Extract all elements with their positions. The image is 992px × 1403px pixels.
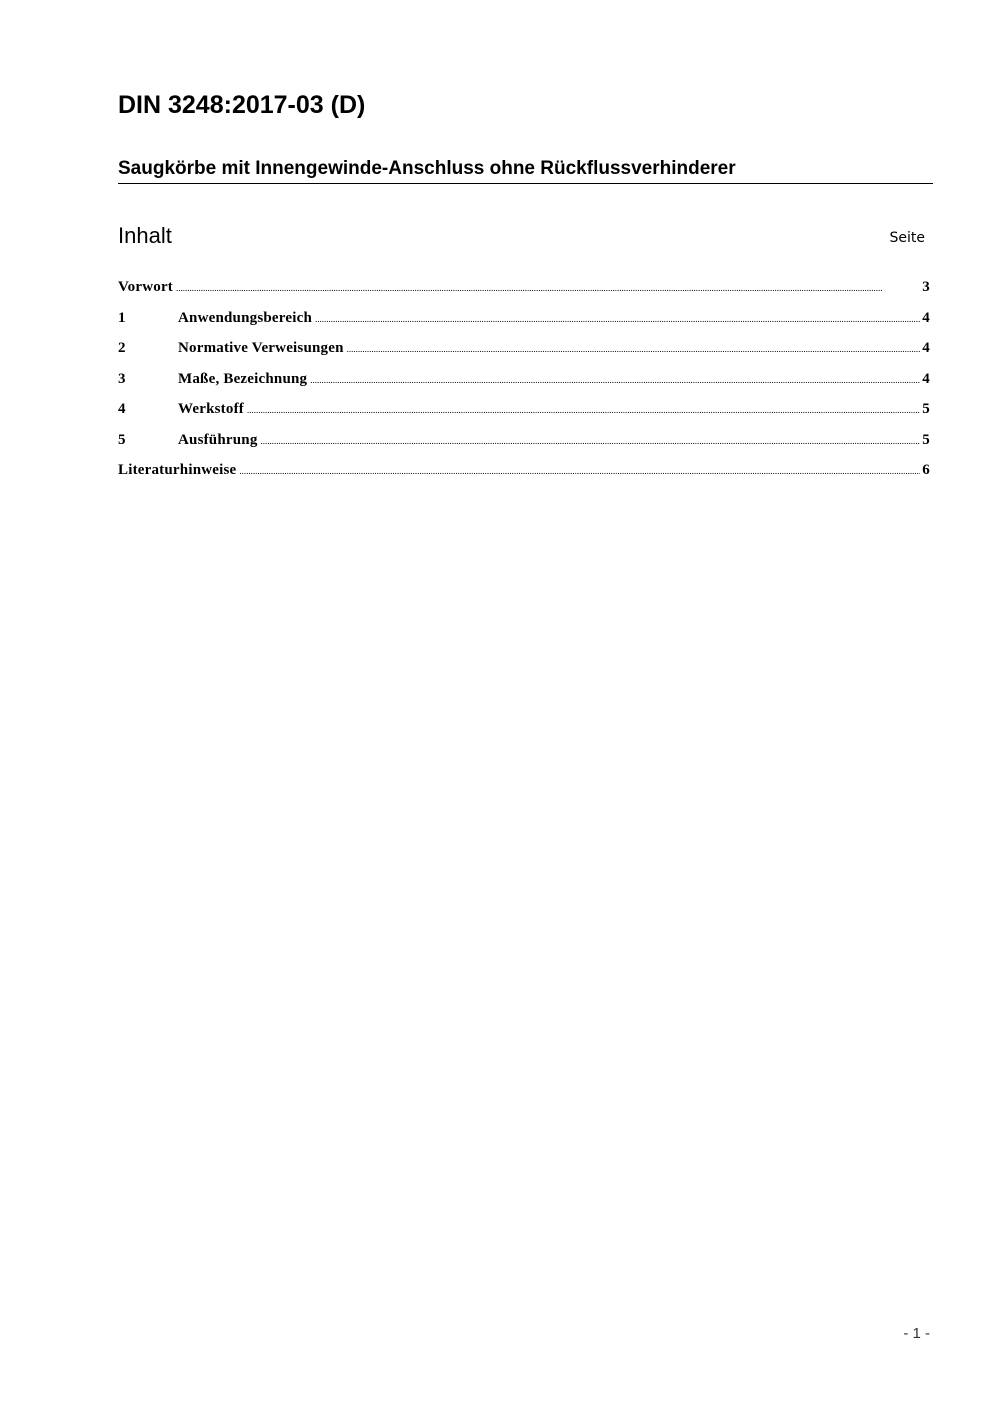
toc-entry-page: 3 (922, 279, 930, 295)
toc-entry-literaturhinweise[interactable] (118, 462, 930, 493)
toc-entry-title: Vorwort (118, 279, 173, 295)
toc-heading: Inhalt (118, 223, 172, 248)
toc-entry-number: 5 (118, 431, 126, 448)
toc-dot-leader (310, 376, 920, 385)
toc-entry-number: 1 (118, 309, 126, 326)
toc-entry-number: 4 (118, 401, 126, 417)
toc-entry-title: Normative Verweisungen (178, 340, 344, 356)
page-number: - 1 - (903, 1325, 930, 1342)
toc-entry-number: 3 (118, 370, 126, 387)
toc-page-label: Seite (889, 230, 925, 246)
toc-entry-page: 4 (922, 370, 930, 387)
toc-dot-leader (176, 284, 920, 293)
toc-dot-leader (315, 315, 920, 324)
toc-entry-page: 4 (922, 340, 930, 356)
toc-entry-title: Maße, Bezeichnung (178, 370, 308, 387)
toc-entry-title: Anwendungsbereich (178, 309, 312, 326)
toc-entry-title: Ausführung (178, 431, 258, 448)
toc-entry-title: Werkstoff (178, 401, 244, 417)
toc-entry-title: Literaturhinweise (118, 462, 237, 478)
document-id: DIN 3248:2017-03 (D) (118, 91, 366, 119)
toc-entry-masse-bezeichnung[interactable] (118, 371, 930, 402)
toc-entry-page: 6 (922, 462, 930, 478)
toc-dot-leader (247, 406, 920, 415)
toc-entry-normative-verweisungen[interactable] (118, 340, 930, 371)
toc-entry-anwendungsbereich[interactable] (118, 310, 930, 341)
toc-entry-page: 5 (922, 401, 930, 417)
toc-dot-leader (261, 437, 921, 446)
toc-entry-vorwort[interactable] (118, 279, 930, 310)
toc-entry-werkstoff[interactable] (118, 401, 930, 432)
toc-entry-number: 2 (118, 340, 126, 356)
document-title: Saugkörbe mit Innengewinde-Anschluss ohne Rückflussverhinderer (118, 157, 933, 184)
toc-entry-ausfuehrung[interactable] (118, 432, 930, 463)
toc-dot-leader (347, 345, 921, 354)
toc-entry-page: 5 (922, 431, 930, 448)
table-of-contents (118, 279, 930, 493)
toc-entry-page: 4 (922, 309, 930, 326)
toc-dot-leader (239, 467, 920, 476)
